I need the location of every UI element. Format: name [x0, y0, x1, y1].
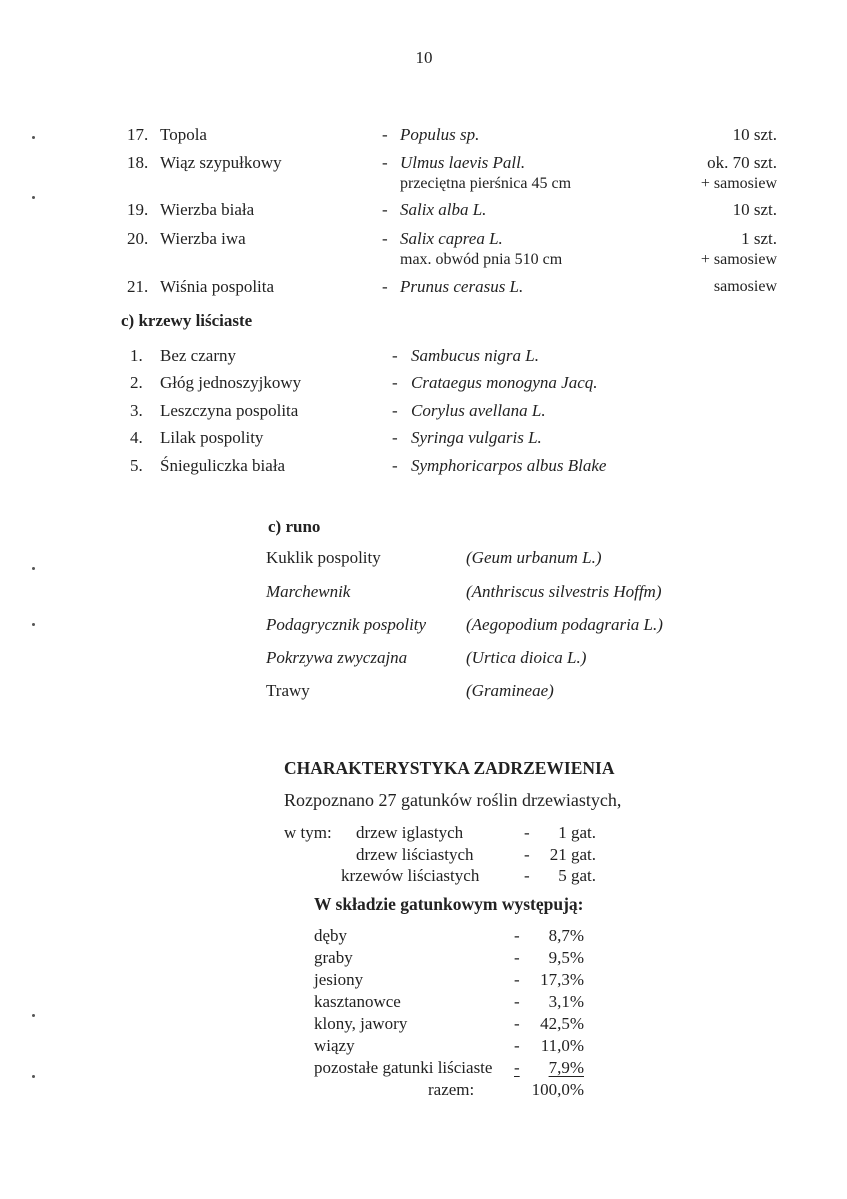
common-name: Topola: [160, 125, 207, 144]
quantity: 10 szt.: [732, 200, 777, 219]
count-label: krzewów liściastych: [341, 866, 480, 885]
count-row: [0, 823, 847, 843]
count-label: drzew iglastych: [356, 823, 464, 842]
dash: -: [514, 948, 520, 967]
note: przeciętna pierśnica 45 cm: [400, 175, 572, 192]
common-name: Głóg jednoszyjkowy: [160, 373, 302, 392]
quantity-extra: + samosiew: [700, 251, 777, 268]
shrub-row: [0, 428, 847, 448]
composition-row: [0, 1014, 847, 1034]
runo-row: [0, 582, 847, 604]
dash: -: [524, 866, 530, 885]
quantity: 1 szt.: [741, 229, 777, 248]
margin-speck: [32, 196, 35, 199]
common-name: Śnieguliczka biała: [160, 456, 286, 475]
tree-row-20: [0, 229, 847, 269]
item-number: 5.: [130, 456, 143, 475]
tree-row-18: [0, 153, 847, 193]
dash: -: [382, 125, 388, 144]
dash: -: [392, 346, 398, 365]
latin-name: Corylus avellana L.: [411, 401, 546, 420]
species-label: kasztanowce: [314, 992, 401, 1011]
share-value: 17,3%: [540, 970, 584, 989]
quantity-extra: + samosiew: [700, 175, 777, 192]
item-number: 1.: [130, 346, 143, 365]
dash: -: [514, 970, 520, 989]
runo-row: [0, 615, 847, 637]
dash: -: [392, 401, 398, 420]
count-value: 5 gat.: [558, 866, 596, 885]
runo-row: [0, 648, 847, 670]
latin-name: Salix caprea L.: [400, 229, 503, 248]
species-label: jesiony: [314, 970, 364, 989]
total-label: razem:: [428, 1080, 475, 1099]
total-row: [0, 1080, 847, 1100]
latin-name: (Geum urbanum L.): [466, 548, 602, 567]
latin-name: (Urtica dioica L.): [466, 648, 587, 667]
common-name: Wierzba iwa: [160, 229, 246, 248]
tree-row-21: [0, 277, 847, 297]
tree-row-17: [0, 125, 847, 145]
dash: -: [514, 992, 520, 1011]
common-name: Kuklik pospolity: [266, 548, 381, 567]
share-value: 9,5%: [548, 948, 584, 967]
runo-row: [0, 681, 847, 703]
shrub-row: [0, 373, 847, 393]
item-number: 18.: [127, 153, 149, 172]
share-value: 8,7%: [548, 926, 584, 945]
common-name: Wiśnia pospolita: [160, 277, 275, 296]
wtym-label: w tym:: [284, 823, 332, 842]
common-name: Leszczyna pospolita: [160, 401, 299, 420]
section-heading: CHARAKTERYSTYKA ZADRZEWIENIA: [284, 758, 615, 778]
item-number: 21.: [127, 277, 149, 296]
latin-name: Populus sp.: [400, 125, 480, 144]
composition-row: [0, 926, 847, 946]
composition-row: [0, 1058, 847, 1078]
latin-name: (Aegopodium podagraria L.): [466, 615, 663, 634]
dash: -: [524, 845, 530, 864]
dash: -: [514, 1036, 520, 1055]
runo-row: [0, 548, 847, 570]
composition-row: [0, 992, 847, 1012]
dash: -: [392, 456, 398, 475]
shrub-row: [0, 456, 847, 476]
dash: -: [514, 926, 520, 945]
page-number: 10: [415, 48, 433, 67]
dash: -: [382, 153, 388, 172]
quantity: samosiew: [713, 278, 777, 295]
common-name: Bez czarny: [160, 346, 236, 365]
composition-row: [0, 970, 847, 990]
dash: -: [382, 277, 388, 296]
item-number: 3.: [130, 401, 143, 420]
share-value: 42,5%: [540, 1014, 584, 1033]
latin-name: Salix alba L.: [400, 200, 487, 219]
share-value: 3,1%: [548, 992, 584, 1011]
quantity: 10 szt.: [732, 125, 777, 144]
total-value: 100,0%: [531, 1080, 584, 1099]
share-value: 7,9%: [548, 1058, 584, 1077]
common-name: Wiąz szypułkowy: [160, 153, 282, 172]
item-number: 2.: [130, 373, 143, 392]
shrub-row: [0, 346, 847, 366]
latin-name: Sambucus nigra L.: [411, 346, 539, 365]
quantity: ok. 70 szt.: [707, 153, 777, 172]
composition-row: [0, 948, 847, 968]
intro-text: Rozpoznano 27 gatunków roślin drzewiastych,: [284, 790, 622, 810]
note: max. obwód pnia 510 cm: [400, 251, 563, 268]
dash: -: [514, 1058, 520, 1077]
common-name: Lilak pospolity: [160, 428, 264, 447]
dash: -: [382, 229, 388, 248]
dash: -: [392, 373, 398, 392]
latin-name: (Gramineae): [466, 681, 554, 700]
species-label: graby: [314, 948, 353, 967]
dash: -: [524, 823, 530, 842]
latin-name: Prunus cerasus L.: [400, 277, 524, 296]
common-name: Marchewnik: [266, 582, 351, 601]
item-number: 4.: [130, 428, 143, 447]
common-name: Pokrzywa zwyczajna: [266, 648, 408, 667]
latin-name: Ulmus laevis Pall.: [400, 153, 526, 172]
common-name: Trawy: [266, 681, 310, 700]
species-label: pozostałe gatunki liściaste: [314, 1058, 493, 1077]
dash: -: [382, 200, 388, 219]
dash: -: [514, 1014, 520, 1033]
count-row: [0, 845, 847, 865]
item-number: 19.: [127, 200, 149, 219]
species-label: dęby: [314, 926, 348, 945]
tree-row-19: [0, 200, 847, 220]
shrubs-heading: c) krzewy liściaste: [121, 311, 253, 330]
count-value: 1 gat.: [558, 823, 596, 842]
latin-name: (Anthriscus silvestris Hoffm): [466, 582, 662, 601]
composition-row: [0, 1036, 847, 1056]
species-label: wiązy: [314, 1036, 355, 1055]
common-name: Podagrycznik pospolity: [266, 615, 427, 634]
composition-heading: W składzie gatunkowym występują:: [314, 894, 584, 914]
latin-name: Crataegus monogyna Jacq.: [411, 373, 598, 392]
count-value: 21 gat.: [549, 845, 596, 864]
count-label: drzew liściastych: [356, 845, 474, 864]
shrub-row: [0, 401, 847, 421]
runo-heading: c) runo: [268, 517, 321, 536]
species-label: klony, jawory: [314, 1014, 408, 1033]
common-name: Wierzba biała: [160, 200, 255, 219]
item-number: 17.: [127, 125, 149, 144]
dash: -: [392, 428, 398, 447]
share-value: 11,0%: [540, 1036, 584, 1055]
count-row: [0, 866, 847, 886]
item-number: 20.: [127, 229, 149, 248]
latin-name: Syringa vulgaris L.: [411, 428, 542, 447]
latin-name: Symphoricarpos albus Blake: [411, 456, 607, 475]
